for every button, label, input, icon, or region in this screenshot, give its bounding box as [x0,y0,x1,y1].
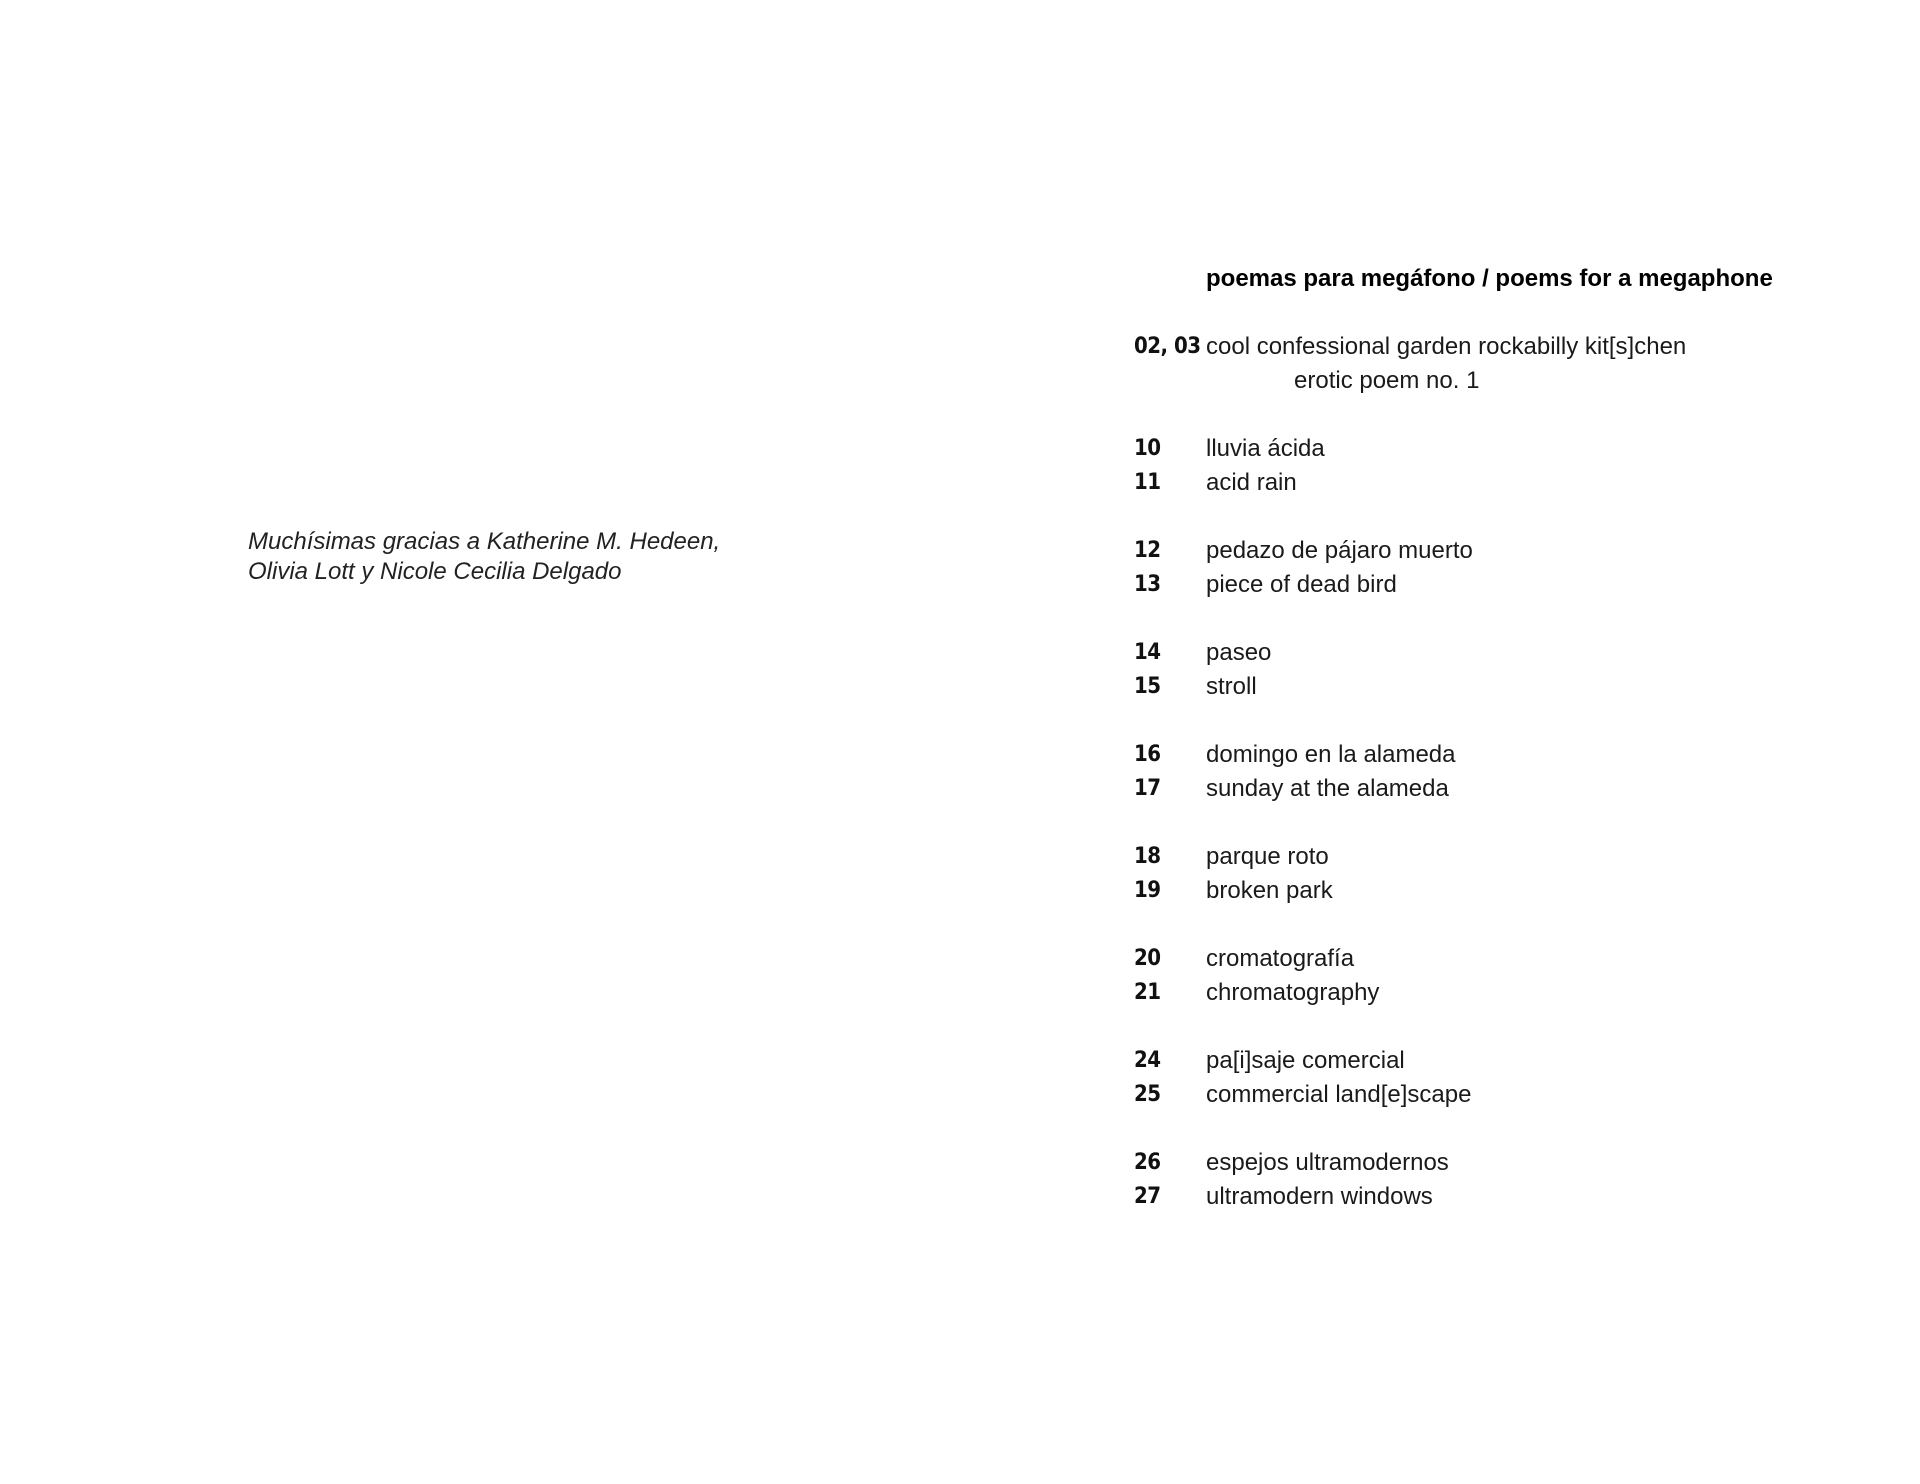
toc-entry-title: commercial land[e]scape [1206,1081,1472,1108]
toc-page-number: 27 [1134,1184,1161,1209]
toc-page-number: 14 [1134,640,1161,665]
toc-page-number: 11 [1134,470,1161,495]
toc-page-number: 25 [1134,1082,1161,1107]
toc-page-number: 21 [1134,980,1161,1005]
toc-entry-title: chromatography [1206,979,1380,1006]
toc-entry-title: parque roto [1206,843,1329,870]
toc-page-number: 02, 03 [1134,334,1201,359]
toc-entry-title: espejos ultramodernos [1206,1149,1449,1176]
toc-page-number: 26 [1134,1150,1161,1175]
toc-page-number: 24 [1134,1048,1161,1073]
toc-entry-title: lluvia ácida [1206,435,1325,462]
toc-entry-title: broken park [1206,877,1333,904]
dedication-line: Olivia Lott y Nicole Cecilia Delgado [248,558,622,585]
toc-page-number: 17 [1134,776,1161,801]
toc-page-number: 16 [1134,742,1161,767]
toc-page-number: 19 [1134,878,1161,903]
toc-entry-title: pedazo de pájaro muerto [1206,537,1473,564]
toc-entry-title: stroll [1206,673,1257,700]
toc-entry-title: sunday at the alameda [1206,775,1449,802]
toc-title: poemas para megáfono / poems for a megaphone [1206,265,1773,292]
toc-entry-title: paseo [1206,639,1272,666]
toc-entry-title: cromatografía [1206,945,1355,972]
dedication [248,527,720,587]
dedication-line: Muchísimas gracias a Katherine M. Hedeen, [248,528,721,555]
toc-page-number: 10 [1134,436,1161,461]
right-page [960,0,1920,1484]
toc-entry-title: piece of dead bird [1206,571,1397,598]
toc-entry-title: pa[i]saje comercial [1206,1047,1405,1074]
toc-page-number: 15 [1134,674,1161,699]
toc-entry-title: acid rain [1206,469,1297,496]
toc-entry-title: ultramodern windows [1206,1183,1433,1210]
toc-page-number: 20 [1134,946,1161,971]
toc-page-number: 13 [1134,572,1161,597]
toc-entry-title: domingo en la alameda [1206,741,1456,768]
toc-page-number: 18 [1134,844,1161,869]
toc-entry-title: cool confessional garden rockabilly kit[s]chen [1206,333,1687,360]
toc-entry-subtitle: erotic poem no. 1 [1294,367,1480,394]
toc-page-number: 12 [1134,538,1161,563]
